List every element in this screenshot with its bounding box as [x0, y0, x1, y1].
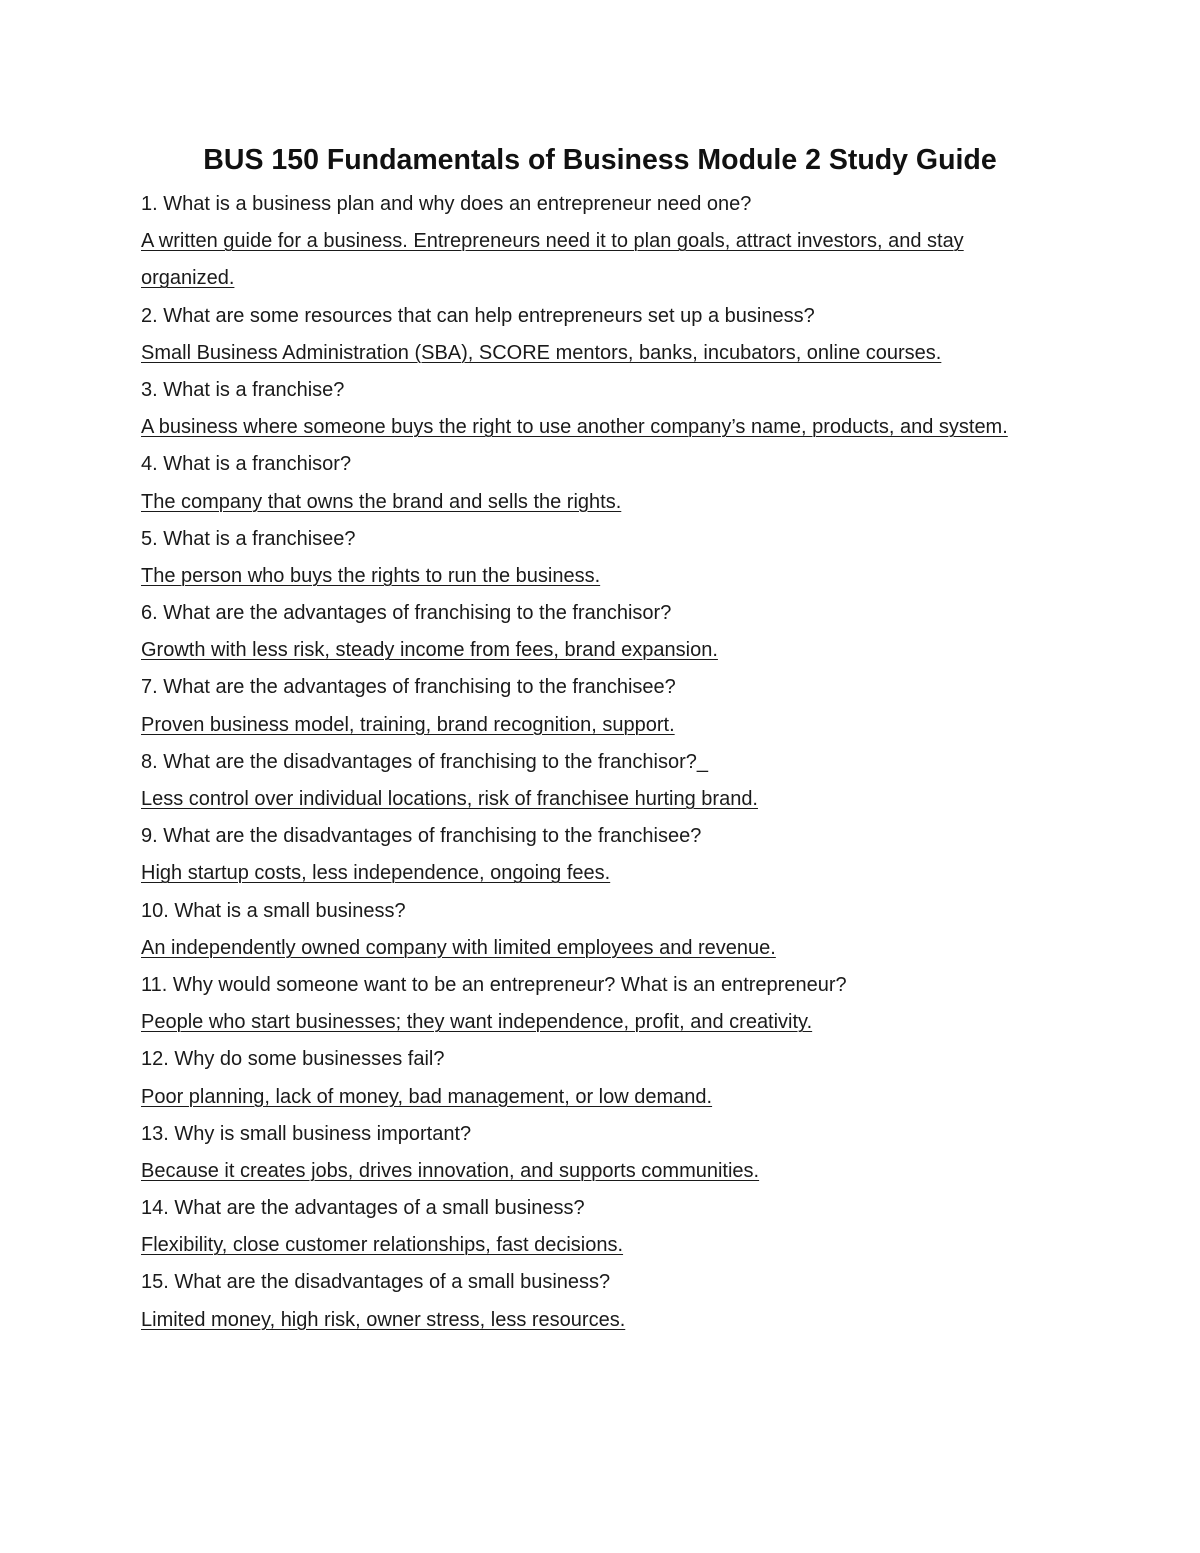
qa-item — [141, 967, 1061, 1041]
question-text: 2. What are some resources that can help entrepreneurs set up a business? — [141, 304, 815, 327]
answer-text: Poor planning, lack of money, bad management, or low demand. — [141, 1085, 713, 1108]
qa-item — [141, 595, 1061, 669]
question-text: 11. Why would someone want to be an entrepreneur? What is an entrepreneur? — [141, 973, 847, 996]
answer-text: The person who buys the rights to run the business. — [141, 564, 601, 587]
answer-text: The company that owns the brand and sells the rights. — [141, 490, 622, 513]
question-text: 7. What are the advantages of franchising to the franchisee? — [141, 676, 676, 699]
question-text: 1. What is a business plan and why does an entrepreneur need one? — [141, 193, 752, 215]
question-text: 4. What is a franchisor? — [141, 453, 352, 476]
qa-item — [141, 186, 1061, 298]
answer-text: Flexibility, close customer relationships, fast decisions. — [141, 1234, 624, 1257]
question-text: 10. What is a small business? — [141, 899, 406, 922]
answer-text: Less control over individual locations, risk of franchisee hurting brand. — [141, 788, 758, 811]
question-text: 5. What is a franchisee? — [141, 527, 356, 550]
answer-text: People who start businesses; they want independence, profit, and creativity. — [141, 1011, 813, 1034]
qa-item — [141, 1264, 1061, 1338]
answer-text: Proven business model, training, brand recognition, support. — [141, 713, 675, 736]
qa-item — [141, 372, 1061, 446]
question-text: 13. Why is small business important? — [141, 1122, 472, 1145]
answer-text: Small Business Administration (SBA), SCORE mentors, banks, incubators, online courses. — [141, 341, 942, 364]
qa-item — [141, 1116, 1061, 1190]
answer-text: High startup costs, less independence, ongoing fees. — [141, 862, 611, 885]
answer-text: An independently owned company with limited employees and revenue. — [141, 936, 776, 959]
question-text: 9. What are the disadvantages of franchising to the franchisee? — [141, 825, 702, 848]
qa-item — [141, 818, 1061, 892]
answer-text: Limited money, high risk, owner stress, less resources. — [141, 1308, 626, 1331]
question-text: 8. What are the disadvantages of franchising to the franchisor?_ — [141, 750, 709, 773]
question-text: 3. What is a franchise? — [141, 378, 345, 401]
answer-text: A business where someone buys the right to use another company’s name, products, and system. — [141, 416, 1008, 439]
page-title: BUS 150 Fundamentals of Business Module 2 Study Guide — [203, 144, 997, 176]
qa-item — [141, 446, 1061, 520]
question-answer-list — [141, 186, 1061, 1339]
qa-item — [141, 744, 1061, 818]
answer-text: A written guide for a business. Entrepreneurs need it to plan goals, attract investors, and stay organized. — [141, 230, 964, 290]
qa-item — [141, 893, 1061, 967]
question-text: 12. Why do some businesses fail? — [141, 1048, 445, 1071]
answer-text: Growth with less risk, steady income from fees, brand expansion. — [141, 639, 718, 662]
qa-item — [141, 1190, 1061, 1264]
answer-text: Because it creates jobs, drives innovation, and supports communities. — [141, 1159, 760, 1182]
question-text: 14. What are the advantages of a small business? — [141, 1197, 585, 1220]
question-text: 15. What are the disadvantages of a small business? — [141, 1271, 611, 1294]
qa-item — [141, 521, 1061, 595]
qa-item — [141, 1041, 1061, 1115]
question-text: 6. What are the advantages of franchising to the franchisor? — [141, 602, 672, 625]
qa-item — [141, 669, 1061, 743]
qa-item — [141, 298, 1061, 372]
